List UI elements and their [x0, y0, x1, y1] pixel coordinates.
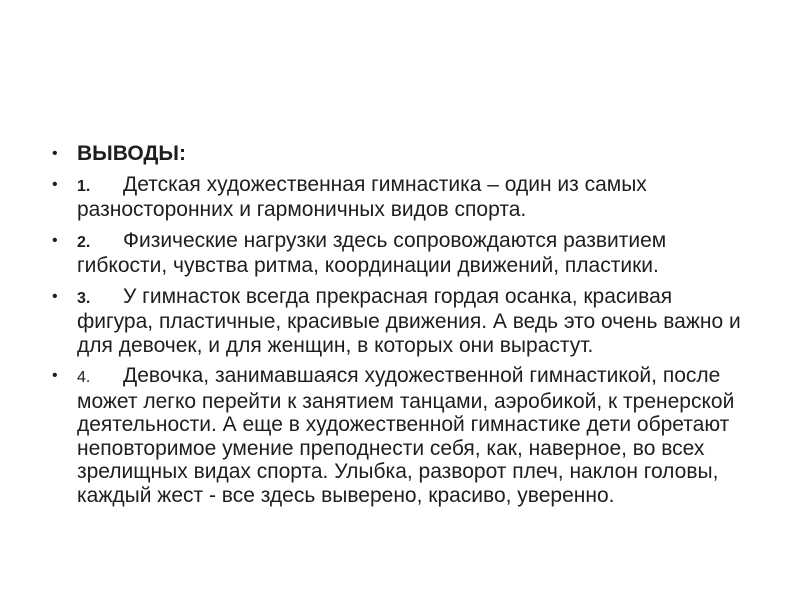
conclusions-heading: ВЫВОДЫ:	[77, 142, 186, 165]
list-item	[52, 285, 752, 358]
bullet-icon: •	[52, 367, 58, 384]
list-item	[52, 173, 752, 222]
item-text: Девочка, занимавшаяся художественной гимнастикой, после может легко перейти к занятием танцами, аэробикой, к тренерской деятельности. А еще в художественной гимнастике дети обретают неповторимое умение преподнести себя, как, наверное, во всех зрелищных видах спорта. Улыбка, разворот плеч, наклон головы, каждый жест - все здесь выверено, красиво, уверенно.	[77, 364, 735, 507]
bullet-icon: •	[52, 175, 58, 193]
bullet-icon: •	[52, 145, 58, 162]
item-text: Физические нагрузки здесь сопровождаются развитием гибкости, чувства ритма, координации движений, пластики.	[77, 228, 667, 277]
list-item	[52, 364, 752, 507]
item-number: 1.	[77, 177, 91, 195]
item-text: Детская художественная гимнастика – один из самых разносторонних и гармоничных видов спорта.	[77, 172, 647, 221]
bullet-list	[52, 142, 752, 507]
list-item	[52, 229, 752, 278]
bullet-icon: •	[52, 231, 58, 249]
bullet-icon: •	[52, 287, 58, 305]
item-text: У гимнасток всегда прекрасная гордая осанка, красивая фигура, пластичные, красивые движения. А ведь это очень важно и для девочек, и для женщин, в которых они вырастут.	[77, 284, 741, 357]
item-number: 4.	[77, 369, 91, 386]
item-number: 2.	[77, 233, 91, 251]
list-item-heading	[52, 142, 752, 166]
item-number: 3.	[77, 289, 91, 307]
